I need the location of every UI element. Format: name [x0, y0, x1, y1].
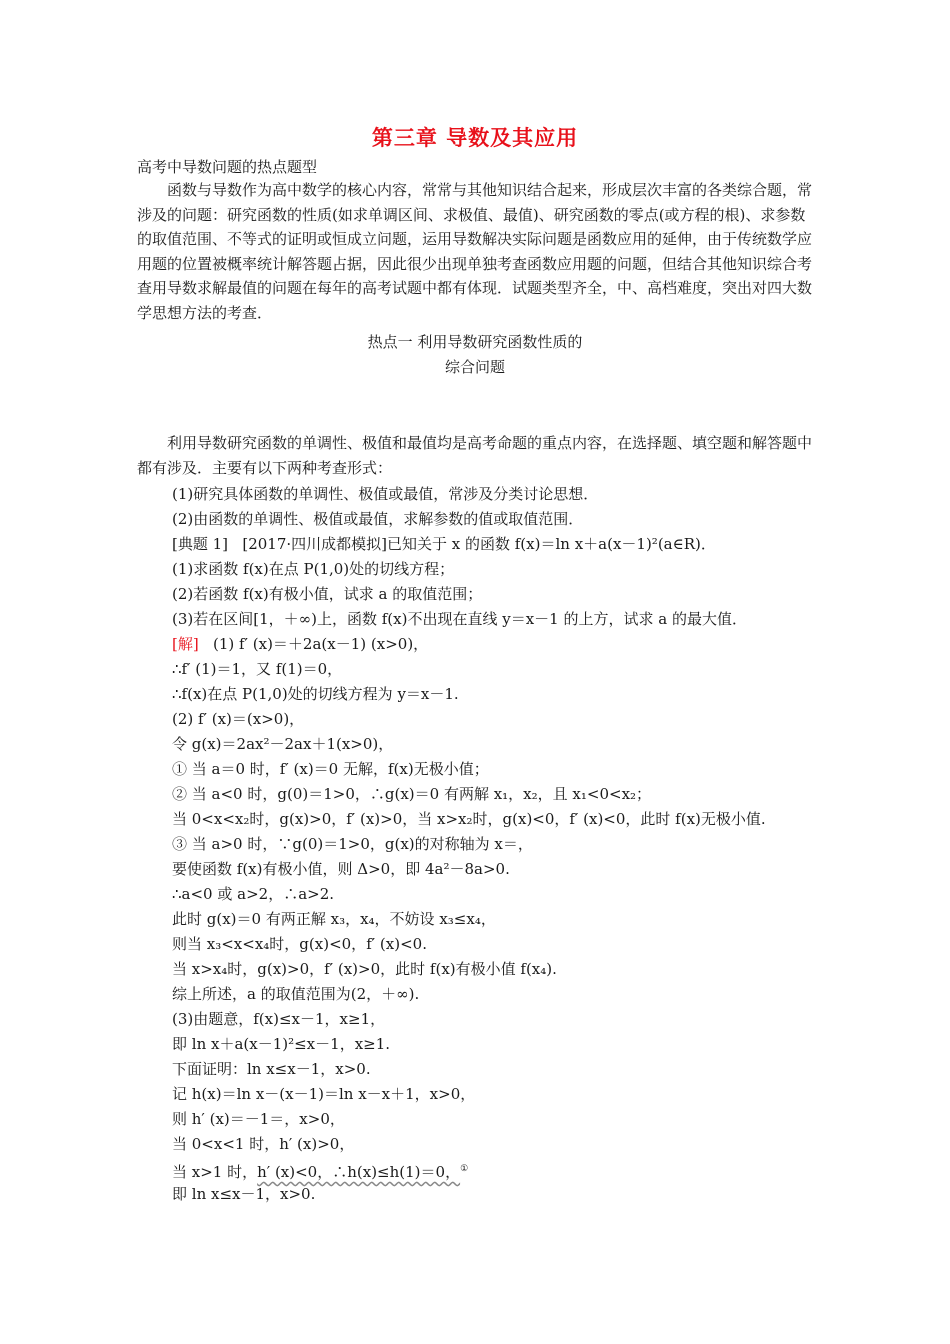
solution-line-annotated	[172, 1157, 468, 1185]
solution-line: (3)由题意，f(x)≤x－1，x≥1，	[172, 1010, 386, 1028]
wavy-underlined-text: h′ (x)<0，∴h(x)≤h(1)＝0，	[257, 1163, 461, 1181]
hotspot-heading-line1: 热点一 利用导数研究函数性质的	[367, 333, 583, 351]
solution-line: ③ 当 a>0 时，∵g(0)＝1>0，g(x)的对称轴为 x＝，	[172, 835, 533, 853]
question-item: (3)若在区间[1，＋∞)上，函数 f(x)不出现在直线 y＝x－1 的上方，试求 a 的最大值．	[172, 610, 747, 628]
question-item: (1)求函数 f(x)在点 P(1,0)处的切线方程；	[172, 560, 455, 578]
chapter-title: 第三章 导数及其应用	[371, 125, 579, 150]
solution-line: 综上所述，a 的取值范围为(2，＋∞).	[172, 985, 420, 1003]
solution-line: 则当 x₃<x<x₄时，g(x)<0，f′ (x)<0.	[172, 935, 427, 953]
solution-line: (2) f′ (x)＝(x>0)，	[172, 710, 305, 728]
solution-line: 记 h(x)＝ln x－(x－1)＝ln x－x＋1，x>0，	[172, 1085, 476, 1103]
solution-line: 当 0<x<x₂时，g(x)>0，f′ (x)>0，当 x>x₂时，g(x)<0，f′ (x)<0，此时 f(x)无极小值.	[172, 810, 766, 828]
solution-line: 即 ln x≤x－1，x>0.	[172, 1185, 316, 1203]
solution-line: 要使函数 f(x)有极小值，则 Δ>0，即 4a²－8a>0.	[172, 860, 510, 878]
solution-text: (1) f′ (x)＝＋2a(x－1) (x>0)，	[213, 635, 429, 653]
intro-paragraph: 函数与导数作为高中数学的核心内容，常常与其他知识结合起来，形成层次丰富的各类综合题，常涉及的问题：研究函数的性质(如求单调区间、求极值、最值)、研究函数的零点(或方程的根)、求参数的取值范围、不等式的证明或恒成立问题，运用导数解决实际问题是函数应用的延伸，由于传统数学应用题的位置被概率统计解答题占据，因此很少出现单独考查函数应用题的问题，但结合其他知识综合考查用导数求解最值的问题在每年的高考试题中都有体现．试题类型齐全，中、高档难度，突出对四大数学思想方法的考查．	[137, 181, 813, 322]
example-label: [典题 1]	[172, 535, 229, 553]
section-title: 高考中导数问题的热点题型	[137, 158, 318, 176]
hotspot-heading-line2: 综合问题	[444, 358, 505, 376]
question-item: (2)若函数 f(x)有极小值，试求 a 的取值范围；	[172, 585, 483, 603]
solution-line: ∴a<0 或 a>2，∴a>2.	[172, 885, 335, 903]
hotspot-intro-paragraph: 利用导数研究函数的单调性、极值和最值均是高考命题的重点内容，在选择题、填空题和解答题中都有涉及．主要有以下两种考查形式：	[137, 434, 813, 477]
solution-line: 即 ln x＋a(x－1)²≤x－1，x≥1.	[172, 1035, 391, 1053]
solution-line: 当 x>x₄时，g(x)>0，f′ (x)>0，此时 f(x)有极小值 f(x₄).	[172, 960, 557, 978]
solution-line: ∴f(x)在点 P(1,0)处的切线方程为 y＝x－1.	[172, 685, 459, 703]
solution-line: 此时 g(x)＝0 有两正解 x₃，x₄，不妨设 x₃≤x₄，	[172, 910, 496, 928]
footnote-marker: ①	[460, 1164, 469, 1174]
solution-line: 令 g(x)＝2ax²－2ax＋1(x>0)，	[172, 735, 394, 753]
solution-line: ① 当 a＝0 时，f′ (x)＝0 无解，f(x)无极小值；	[172, 760, 489, 778]
solution-line: ∴f′ (1)＝1，又 f(1)＝0，	[172, 660, 343, 678]
solution-label: [解]	[172, 635, 199, 653]
line-prefix: 当 x>1 时，	[172, 1163, 258, 1181]
solution-line: 当 0<x<1 时，h′ (x)>0，	[172, 1135, 355, 1153]
solution-line: 则 h′ (x)＝－1＝，x>0，	[172, 1110, 345, 1128]
solution-line: ② 当 a<0 时，g(0)＝1>0，∴g(x)＝0 有两解 x₁，x₂，且 x₁<0<x₂；	[172, 785, 652, 803]
form-item: (2)由函数的单调性、极值或最值，求解参数的值或取值范围．	[172, 510, 584, 528]
solution-first-line	[172, 632, 428, 657]
solution-line: 下面证明：ln x≤x－1，x>0.	[172, 1060, 371, 1078]
example-statement	[172, 532, 716, 557]
form-item: (1)研究具体函数的单调性、极值或最值，常涉及分类讨论思想．	[172, 485, 599, 503]
example-text: [2017·四川成都模拟]已知关于 x 的函数 f(x)＝ln x＋a(x－1)²(a∈R)．	[242, 535, 716, 553]
